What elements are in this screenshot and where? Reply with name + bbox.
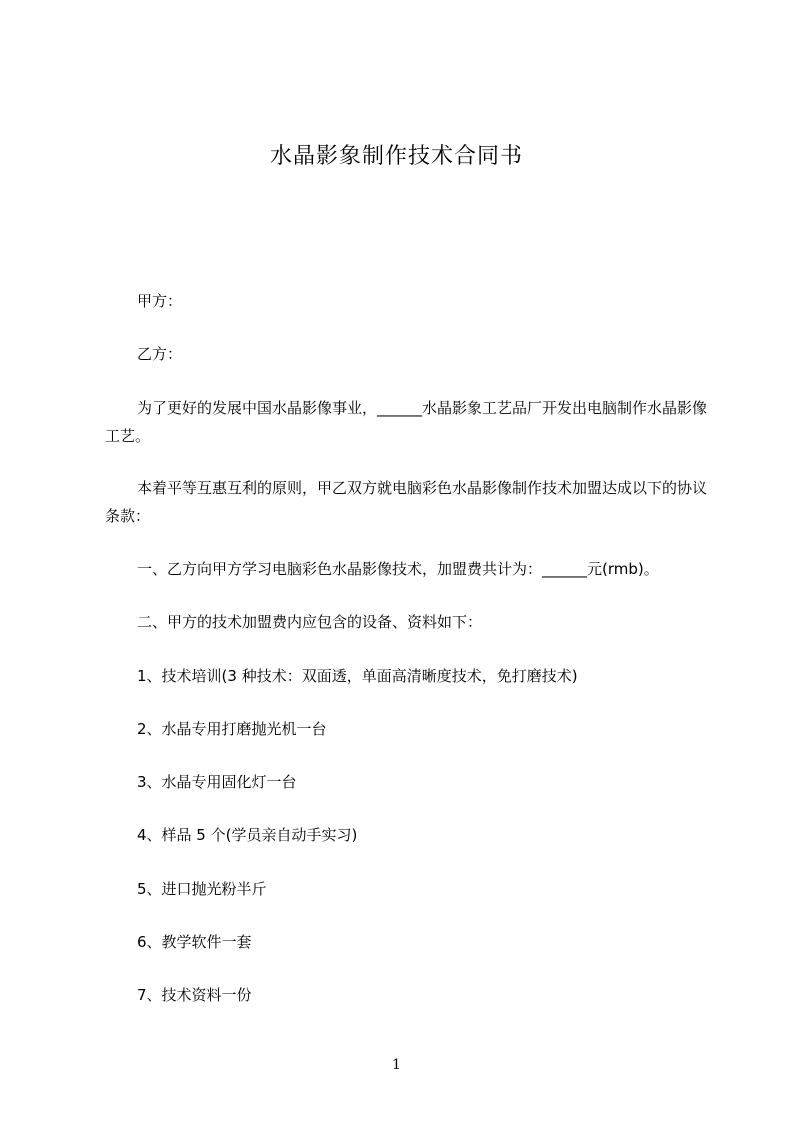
clause-1	[105, 555, 715, 583]
principle-paragraph: 本着平等互惠互利的原则，甲乙双方就电脑彩色水晶影像制作技术加盟达成以下的协议条款：	[105, 479, 708, 525]
party-a-line: 甲方：	[137, 292, 183, 310]
party-b-line: 乙方：	[137, 345, 183, 363]
clause-1-text-part2: 元(rmb)。	[587, 560, 659, 578]
clause-1-text-part1: 一、乙方向甲方学习电脑彩色水晶影像技术，加盟费共计为：	[137, 560, 543, 578]
intro-text-part2: 水晶影象工艺品厂开发出电脑制作水晶影像工艺。	[105, 399, 708, 445]
list-item: 1、技术培训(3 种技术：双面透，单面高清晰度技术，免打磨技术)	[137, 667, 578, 685]
list-item: 2、水晶专用打磨抛光机一台	[137, 720, 327, 738]
clause-2: 二、甲方的技术加盟费内应包含的设备、资料如下：	[137, 613, 483, 631]
list-item: 4、样品 5 个(学员亲自动手实习)	[137, 826, 358, 844]
clause-1-blank: ______	[542, 560, 588, 578]
list-item: 7、技术资料一份	[137, 986, 252, 1004]
intro-text-part1: 为了更好的发展中国水晶影像事业，	[137, 399, 378, 417]
document-title: 水晶影象制作技术合同书	[269, 144, 523, 169]
intro-paragraph	[105, 394, 715, 450]
list-item: 6、教学软件一套	[137, 933, 252, 951]
list-item: 3、水晶专用固化灯一台	[137, 773, 297, 791]
list-item: 5、进口抛光粉半斤	[137, 880, 267, 898]
intro-blank: ______	[377, 399, 423, 417]
page-number: 1	[392, 1057, 401, 1073]
